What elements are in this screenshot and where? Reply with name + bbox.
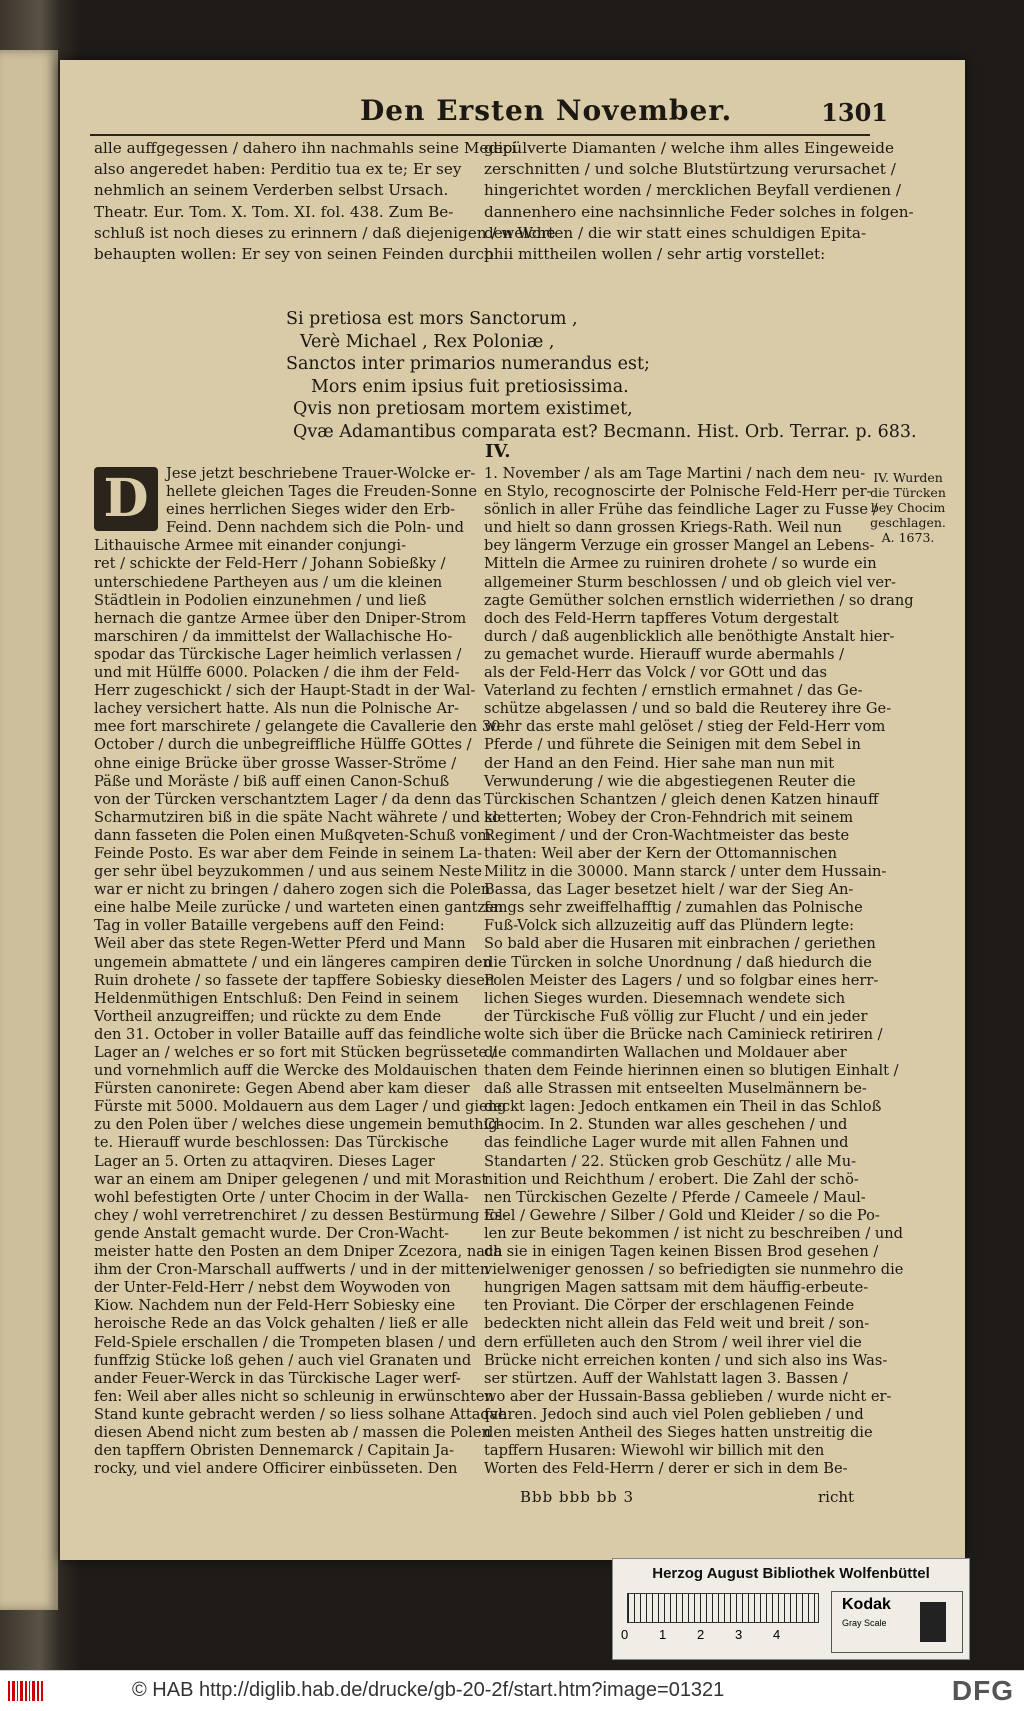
- text-line: unterschiedene Partheyen aus / um die kleinen: [94, 573, 443, 591]
- text-line: vielweniger genossen / so befriedigten sie nunmehro die: [484, 1261, 904, 1279]
- text-line: zerschnitten / und solche Blutstürtzung verursachet /: [484, 160, 896, 179]
- text-line: Lager an / welches er so fort mit Stücken begrüssete /: [94, 1044, 497, 1061]
- text-line: wehr das erste mahl gelöset / stieg der Feld-Herr vom: [484, 718, 886, 736]
- text-line: nehmlich an seinem Verderben selbst Ursach.: [94, 181, 449, 200]
- text-line: schluß ist noch dieses zu erinnern / daß diejenigen / welche: [94, 223, 556, 242]
- text-line: Standarten / 22. Stücken grob Geschütz / alle Mu-: [484, 1152, 857, 1170]
- text-line: Ruin drohete / so fassete der tapffere Sobiesky diesen: [94, 971, 495, 989]
- text-line: te. Hierauff wurde beschlossen: Das Türckische: [94, 1134, 449, 1152]
- text-line: en Stylo, recognoscirte der Polnische Feld-Herr per-: [484, 483, 872, 501]
- text-line: funffzig Stücke loß gehen / auch viel Granaten und: [94, 1351, 472, 1369]
- text-line: Brücke nicht erreichen konten / und sich also ins Was-: [484, 1351, 888, 1369]
- page-number: 1301: [821, 98, 888, 127]
- text-line: den tapffern Obristen Dennemarck / Capitain Ja-: [94, 1442, 455, 1460]
- poem-line: Qvæ Adamantibus comparata est? Becmann. Hist. Orb. Terrar. p. 683.: [293, 421, 917, 442]
- text-line: Feld-Spiele erschallen / die Trompeten blasen / und: [94, 1333, 477, 1351]
- text-line: phii mittheilen wollen / sehr artig vorstellet:: [484, 245, 826, 264]
- poem-line: Verè Michael , Rex Poloniæ ,: [300, 331, 555, 352]
- text-line: als der Feld-Herr das Volck / vor GOtt und das: [484, 664, 827, 682]
- text-line: Vaterland zu fechten / ernstlich ermahnet / das Ge-: [484, 682, 863, 700]
- text-line: Vortheil anzugreiffen; und rückte zu dem Ende: [94, 1007, 442, 1025]
- text-line: wolte sich über die Brücke nach Caminieck retiriren /: [484, 1025, 883, 1043]
- text-line: Tag in voller Bataille vergebens auff den Feind:: [94, 917, 445, 935]
- text-line: hernach die gantze Armee über den Dniper-Strom: [94, 609, 467, 627]
- text-line: gepülverte Diamanten / welche ihm alles Eingeweide: [484, 139, 894, 157]
- text-line: thaten dem Feinde hierinnen einen so blutigen Einhalt /: [484, 1062, 899, 1080]
- text-line: len zur Beute bekommen / ist nicht zu beschreiben / und: [484, 1224, 904, 1242]
- text-line: Päße und Moräste / biß auff einen Canon-Schuß: [94, 772, 450, 790]
- text-line: von der Türcken verschantztem Lager / da denn das: [94, 790, 482, 808]
- text-line: Herr zugeschickt / sich der Haupt-Stadt in der Wal-: [94, 682, 476, 700]
- poem-line: Sanctos inter primarios numerandus est;: [286, 354, 650, 374]
- text-line: eine halbe Meile zurücke / und warteten einen gantzen: [94, 899, 504, 917]
- gray-patch: [920, 1602, 946, 1642]
- text-line: da sie in einigen Tagen keinen Bissen Brod gesehen /: [484, 1243, 879, 1261]
- text-line: fen: Weil aber alles nicht so schleunig in erwünschten: [94, 1387, 494, 1405]
- text-line: spodar das Türckische Lager heimlich verlassen /: [94, 645, 462, 663]
- text-line: Türckischen Schantzen / gleich denen Katzen hinauff: [484, 790, 879, 808]
- text-line: Verwunderung / wie die abgestiegenen Reuter die: [484, 772, 856, 790]
- text-line: meister hatte den Posten an dem Dniper Zcezora, nach: [94, 1243, 503, 1261]
- text-line: lichen Sieges wurden. Diesemnach wendete sich: [484, 989, 846, 1007]
- text-line: und vornehmlich auff die Wercke des Moldauischen: [94, 1062, 478, 1080]
- text-line: und hielt so dann grossen Kriegs-Rath. Weil nun: [484, 519, 842, 537]
- text-line: Weil aber das stete Regen-Wetter Pferd und Mann: [94, 935, 466, 953]
- text-line: der Hand an den Feind. Hier sahe man nun mit: [484, 754, 835, 772]
- ruler-number: 2: [697, 1627, 705, 1642]
- text-line: 1. November / als am Tage Martini / nach dem neu-: [484, 465, 866, 482]
- text-line: dern erfülleten auch den Strom / weil ihrer viel die: [484, 1333, 862, 1351]
- text-line: ihm der Cron-Marschall auffwerts / und in der mitten: [94, 1261, 490, 1279]
- text-line: tapffern Husaren: Wiewohl wir billich mit den: [484, 1442, 825, 1460]
- ruler-number: 0: [621, 1627, 629, 1642]
- text-line: der Unter-Feld-Herr / nebst dem Woywoden von: [94, 1279, 451, 1297]
- text-line: lachey versichert hatte. Als nun die Polnische Ar-: [94, 700, 459, 718]
- barcode-logo-icon: [6, 1679, 46, 1703]
- text-line: die Türcken in solche Unordnung / daß hiedurch die: [484, 953, 872, 971]
- gray-scale-label: Gray Scale: [842, 1618, 887, 1628]
- text-line: ander Feuer-Werck in das Türckische Lager werf-: [94, 1369, 461, 1387]
- text-line: war er nicht zu bringen / dahero zogen sich die Polen: [94, 881, 491, 899]
- text-line: ret / schickte der Feld-Herr / Johann Sobießky /: [94, 555, 446, 573]
- text-line: Lager an 5. Orten zu attaqviren. Dieses Lager: [94, 1152, 435, 1170]
- text-line: So bald aber die Husaren mit einbrachen / geriethen: [484, 935, 876, 953]
- text-line: nition und Reichthum / erobert. Die Zahl der schö-: [484, 1170, 859, 1188]
- text-line: Jese jetzt beschriebene Trauer-Wolcke er-: [166, 465, 476, 482]
- text-line: Feind. Denn nachdem sich die Poln- und: [166, 519, 464, 537]
- text-line: wohl befestigten Orte / unter Chocim in der Walla-: [94, 1188, 469, 1206]
- viewer-footer: [0, 1670, 1024, 1711]
- text-line: wo aber der Hussain-Bassa geblieben / wurde nicht er-: [484, 1387, 892, 1405]
- text-line: sönlich in aller Frühe das feindliche Lager zu Fusse /: [484, 501, 878, 519]
- text-line: Feinde Posto. Es war aber dem Feinde in seinem La-: [94, 844, 483, 862]
- library-name: Herzog August Bibliothek Wolfenbüttel: [652, 1565, 930, 1582]
- poem-line: Mors enim ipsius fuit pretiosissima.: [311, 376, 629, 397]
- kodak-gray-scale: [831, 1591, 963, 1653]
- book-page: [60, 60, 965, 1560]
- text-line: ohne einige Brücke über grosse Wasser-Ströme /: [94, 754, 457, 772]
- text-line: war an einem am Dniper gelegenen / und mit Morast: [94, 1170, 488, 1188]
- ruler-number: 4: [773, 1627, 781, 1642]
- text-line: Stand kunte gebracht werden / so liess solhane Attaqve: [94, 1405, 507, 1423]
- text-line: hingerichtet worden / mercklichen Beyfall verdienen /: [484, 181, 902, 200]
- running-header: [90, 92, 888, 136]
- drop-cap-initial: D: [94, 467, 158, 531]
- text-line: zu den Polen über / welches diese ungemein bemuthig-: [94, 1116, 503, 1134]
- text-line: der Türckische Fuß völlig zur Flucht / und ein jeder: [484, 1007, 868, 1025]
- text-line: fangs sehr zweiffelhafftig / zumahlen das Polnische: [484, 899, 863, 917]
- text-line: den 31. October in voller Bataille auff das feindliche: [94, 1025, 482, 1043]
- text-line: Theatr. Eur. Tom. X. Tom. XI. fol. 438. Zum Be-: [94, 202, 454, 221]
- copyright-link[interactable]: © HAB http://diglib.hab.de/drucke/gb-20-2f/start.htm?image=01321: [132, 1679, 725, 1701]
- text-line: Fürste mit 5000. Moldauern aus dem Lager / und gieng: [94, 1098, 507, 1116]
- text-line: October / durch die unbegreiffliche Hülffe GOttes /: [94, 736, 472, 754]
- text-line: den meisten Antheil des Sieges hatten unstreitig die: [484, 1423, 873, 1441]
- right-column-top: [484, 138, 914, 265]
- text-line: ger sehr übel beyzukommen / und aus seinem Neste: [94, 863, 482, 881]
- text-line: ser stürtzen. Auff der Wahlstatt lagen 3. Bassen /: [484, 1369, 848, 1387]
- catchword: richt: [818, 1488, 855, 1506]
- dfg-logo: DFG: [951, 1675, 1014, 1706]
- text-line: kletterten; Wobey der Cron-Fehndrich mit seinem: [484, 808, 854, 826]
- text-line: heroische Rede an das Volck gehalten / ließ er alle: [94, 1315, 469, 1333]
- text-line: schütze abgelassen / und so bald die Reuterey ihre Ge-: [484, 700, 892, 718]
- text-line: eines herrlichen Sieges wider den Erb-: [166, 501, 456, 519]
- text-line: Militz in die 30000. Mann starck / unter dem Hussain-: [484, 863, 887, 881]
- text-line: zu gemachet wurde. Hierauff wurde abermahls /: [484, 645, 844, 663]
- text-line: fahren. Jedoch sind auch viel Polen geblieben / und: [484, 1405, 864, 1423]
- text-line: Städtlein in Podolien einzunehmen / und ließ: [94, 591, 427, 609]
- ruler-scale: [627, 1593, 819, 1623]
- text-line: alle auffgegessen / dahero ihn nachmahls seine Medici: [94, 139, 517, 157]
- text-line: mee fort marschirete / gelangete die Cavallerie den 30.: [94, 718, 506, 736]
- ruler-number: 3: [735, 1627, 743, 1642]
- text-line: thaten: Weil aber der Kern der Ottomannischen: [484, 844, 838, 862]
- text-line: die commandirten Wallachen und Moldauer aber: [484, 1044, 847, 1061]
- text-line: behaupten wollen: Er sey von seinen Feinden durch: [94, 245, 494, 264]
- poem-line: Qvis non pretiosam mortem existimet,: [293, 399, 633, 419]
- kodak-brand: Kodak: [842, 1596, 891, 1613]
- text-line: durch / daß augenblicklich alle benöthigte Anstalt hier-: [484, 627, 895, 645]
- text-line: Mitteln die Armee zu ruiniren drohete / so wurde ein: [484, 555, 877, 573]
- text-line: und mit Hülffe 6000. Polacken / die ihm der Feld-: [94, 664, 460, 682]
- text-line: Kiow. Nachdem nun der Feld-Herr Sobiesky eine: [94, 1297, 456, 1315]
- text-line: deckt lagen: Jedoch entkamen ein Theil in das Schloß: [484, 1098, 882, 1116]
- poem-line: Si pretiosa est mors Sanctorum ,: [286, 309, 578, 329]
- left-column-top: [94, 138, 556, 265]
- previous-page-edge: [0, 50, 58, 1610]
- text-line: Lithauische Armee mit einander conjungi-: [94, 537, 407, 555]
- margin-note: IV. Wurden die Türcken bey Chocim geschlagen. A. 1673.: [870, 470, 946, 545]
- text-line: zagte Gemüther solchen ernstlich widerriethen / so drang: [484, 591, 914, 609]
- text-line: bey längerm Verzuge ein grosser Mangel an Lebens-: [484, 537, 875, 555]
- text-line: ten Proviant. Die Cörper der erschlagenen Feinde: [484, 1297, 855, 1315]
- text-line: das feindliche Lager wurde mit allen Fahnen und: [484, 1134, 849, 1152]
- text-line: also angeredet haben: Perditio tua ex te; Er sey: [94, 160, 462, 179]
- text-line: dannenhero eine nachsinnliche Feder solches in folgen-: [484, 202, 914, 221]
- text-line: Scharmutziren biß in die späte Nacht währete / und so: [94, 808, 501, 826]
- text-line: hungrigen Magen sattsam mit dem häuffig-erbeute-: [484, 1279, 869, 1297]
- text-line: bedeckten nicht allein das Feld weit und breit / son-: [484, 1315, 870, 1333]
- ruler-number: 1: [659, 1627, 667, 1642]
- text-line: Pferde / und führete die Seinigen mit dem Sebel in: [484, 736, 861, 754]
- text-line: rocky, und viel andere Officirer einbüsseten. Den: [94, 1460, 458, 1478]
- text-line: Chocim. In 2. Stunden war alles geschehen / und: [484, 1116, 848, 1134]
- text-line: Polen Meister des Lagers / und so folgbar eines herr-: [484, 971, 879, 989]
- text-line: ungemein abmattete / und ein längeres campiren den: [94, 953, 492, 971]
- text-line: Worten des Feld-Herrn / derer er sich in dem Be-: [484, 1460, 848, 1478]
- text-line: Fuß-Volck sich allzuzeitig auff das Plündern legte:: [484, 917, 855, 935]
- text-line: allgemeiner Sturm beschlossen / und ob gleich viel ver-: [484, 573, 896, 591]
- section-number: IV.: [485, 441, 511, 462]
- text-line: dann fasseten die Polen einen Mußqveten-Schuß vom: [94, 826, 492, 844]
- left-column-main: [94, 465, 508, 1478]
- text-line: Fürsten canonirete: Gegen Abend aber kam dieser: [94, 1080, 470, 1098]
- text-line: Heldenmüthigen Entschluß: Den Feind in seinem: [94, 989, 459, 1007]
- text-line: diesen Abend nicht zum besten ab / massen die Polen: [94, 1423, 491, 1441]
- text-line: Bassa, das Lager besetzet hielt / war der Sieg An-: [484, 881, 854, 899]
- ruler-numbers: [621, 1627, 821, 1642]
- signature-mark: Bbb bbb bb 3: [520, 1488, 635, 1506]
- text-line: doch des Feld-Herrn tapfferes Votum dergestalt: [484, 609, 839, 627]
- text-line: hellete gleichen Tages die Freuden-Sonne: [166, 483, 478, 501]
- text-line: gende Anstalt gemacht wurde. Der Cron-Wacht-: [94, 1224, 450, 1242]
- text-line: nen Türckischen Gezelte / Pferde / Cameele / Maul-: [484, 1188, 866, 1206]
- text-line: Regiment / und der Cron-Wachtmeister das beste: [484, 826, 850, 844]
- text-line: Esel / Gewehre / Silber / Gold und Kleider / so die Po-: [484, 1206, 880, 1224]
- text-line: daß alle Strassen mit entseelten Muselmännern be-: [484, 1080, 867, 1098]
- library-color-card: [612, 1558, 970, 1660]
- text-line: den Worten / die wir statt eines schuldigen Epita-: [484, 223, 867, 242]
- page-title: Den Ersten November.: [360, 94, 733, 127]
- text-line: marschiren / da immittelst der Wallachische Ho-: [94, 627, 453, 645]
- text-line: chey / wohl verretrenchiret / zu dessen Bestürmung fol-: [94, 1206, 508, 1224]
